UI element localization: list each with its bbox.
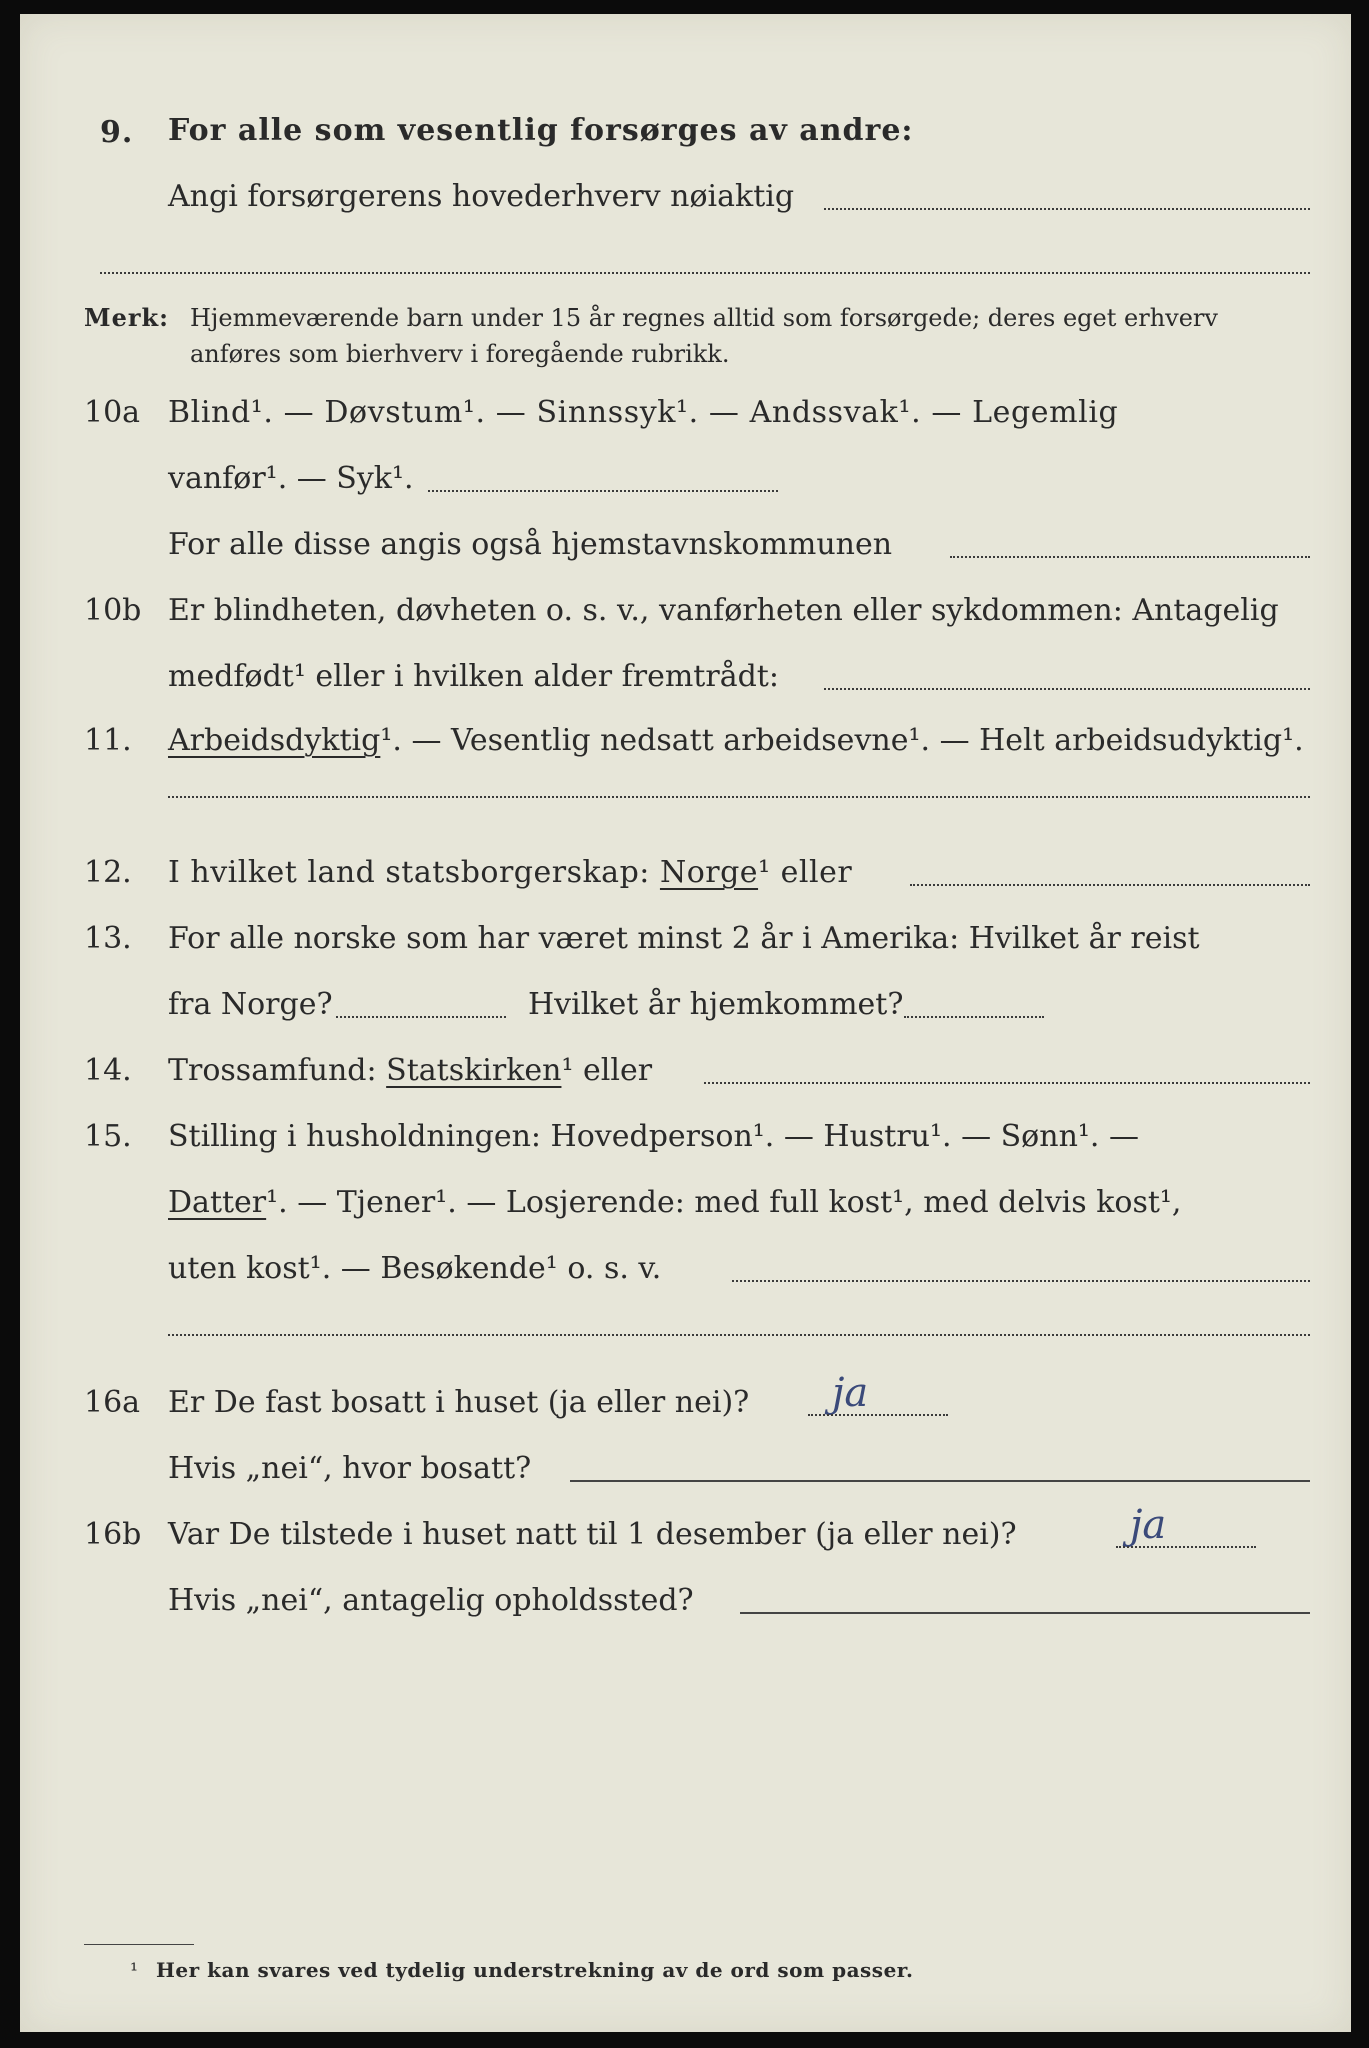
q10b-answer-line[interactable]	[824, 688, 1310, 690]
q15-line2-rest: ¹. — Tjener¹. — Losjerende: med full kost¹, med delvis kost¹,	[266, 1185, 1182, 1220]
q15-number: 15.	[84, 1119, 132, 1154]
q16b-number: 16b	[84, 1517, 142, 1552]
q10a-line3: For alle disse angis også hjemstavnskommunen	[168, 527, 893, 562]
q15-line1: Stilling i husholdningen: Hovedperson¹. — Hustru¹. — Sønn¹. —	[168, 1119, 1139, 1154]
q9-title: For alle som vesentlig forsørges av andre:	[168, 113, 914, 148]
q12-answer-line[interactable]	[910, 884, 1310, 886]
q15-selected-option[interactable]: Datter	[168, 1185, 267, 1220]
q9-text: Angi forsørgerens hovederhverv nøiaktig	[168, 179, 795, 214]
q13-hjemkommet-line[interactable]	[904, 1016, 1044, 1018]
footnote-rule	[84, 1944, 194, 1945]
census-form-page	[20, 14, 1351, 2032]
q15-extra-line[interactable]	[168, 1334, 1310, 1336]
q15-answer-line[interactable]	[732, 1280, 1310, 1282]
q12-line	[168, 855, 853, 890]
footnote-text: Her kan svares ved tydelig understrekning av de ord som passer.	[156, 1958, 914, 1982]
q10a-syk-line[interactable]	[428, 490, 778, 492]
q10a-hjemstavn-line[interactable]	[950, 556, 1310, 558]
q11-answer-line[interactable]	[168, 796, 1310, 798]
q14-line	[168, 1053, 653, 1088]
q10b-line2: medfødt¹ eller i hvilken alder fremtrådt:	[168, 659, 779, 694]
q12-number: 12.	[84, 855, 132, 890]
q11-rest: ¹. — Vesentlig nedsatt arbeidsevne¹. — Helt arbeidsudyktig¹.	[380, 723, 1304, 758]
q14-pre: Trossamfund:	[168, 1053, 377, 1088]
q16b-line2: Hvis „nei“, antagelig opholdssted?	[168, 1583, 694, 1618]
q9-answer-line[interactable]	[824, 208, 1310, 210]
footnote-mark: ¹	[130, 1958, 139, 1982]
q14-number: 14.	[84, 1053, 132, 1088]
q16b-answer-line[interactable]	[1116, 1546, 1256, 1548]
separator-line	[100, 272, 1310, 274]
q16a-bosatt-line[interactable]	[570, 1480, 1310, 1482]
q13-line2b: Hvilket år hjemkommet?	[528, 987, 904, 1022]
q12-pre: I hvilket land statsborgerskap:	[168, 855, 650, 890]
q16a-number: 16a	[84, 1385, 141, 1420]
merk-label: Merk:	[84, 303, 169, 332]
q15-line2	[168, 1185, 1182, 1220]
q13-reist-line[interactable]	[336, 1016, 506, 1018]
merk-line2: anføres som bierhverv i foregående rubrikk.	[190, 340, 730, 368]
q14-answer-line[interactable]	[704, 1082, 1310, 1084]
q13-line2a: fra Norge?	[168, 987, 333, 1022]
q10b-line1: Er blindheten, døvheten o. s. v., vanførheten eller sykdommen: Antagelig	[168, 593, 1279, 628]
q16a-handwritten-answer[interactable]: ja	[832, 1370, 869, 1416]
q10a-line2: vanfør¹. — Syk¹.	[168, 461, 414, 496]
q16a-line2: Hvis „nei“, hvor bosatt?	[168, 1451, 532, 1486]
q14-selected-option[interactable]: Statskirken	[386, 1053, 562, 1088]
q14-post: ¹ eller	[561, 1053, 653, 1088]
q11-line	[168, 723, 1304, 758]
q12-post: ¹ eller	[758, 855, 853, 890]
q16b-handwritten-answer[interactable]: ja	[1130, 1502, 1167, 1548]
q16b-opholdssted-line[interactable]	[740, 1612, 1310, 1614]
q16b-line1: Var De tilstede i huset natt til 1 desember (ja eller nei)?	[168, 1517, 1017, 1552]
q11-number: 11.	[84, 723, 132, 758]
q9-number: 9.	[100, 115, 134, 150]
q13-number: 13.	[84, 921, 132, 956]
q16a-line1: Er De fast bosatt i huset (ja eller nei)?	[168, 1385, 750, 1420]
q10a-line1: Blind¹. — Døvstum¹. — Sinnssyk¹. — Andssvak¹. — Legemlig	[168, 395, 1119, 430]
q11-selected-option[interactable]: Arbeidsdyktig	[168, 723, 381, 758]
q10b-number: 10b	[84, 593, 142, 628]
q12-selected-option[interactable]: Norge	[659, 855, 759, 890]
q10a-number: 10a	[84, 395, 141, 430]
merk-line1: Hjemmeværende barn under 15 år regnes alltid som forsørgede; deres eget erhverv	[190, 304, 1218, 332]
q15-line3: uten kost¹. — Besøkende¹ o. s. v.	[168, 1251, 662, 1286]
q13-line1: For alle norske som har været minst 2 år i Amerika: Hvilket år reist	[168, 921, 1200, 956]
q16a-answer-line[interactable]	[808, 1414, 948, 1416]
